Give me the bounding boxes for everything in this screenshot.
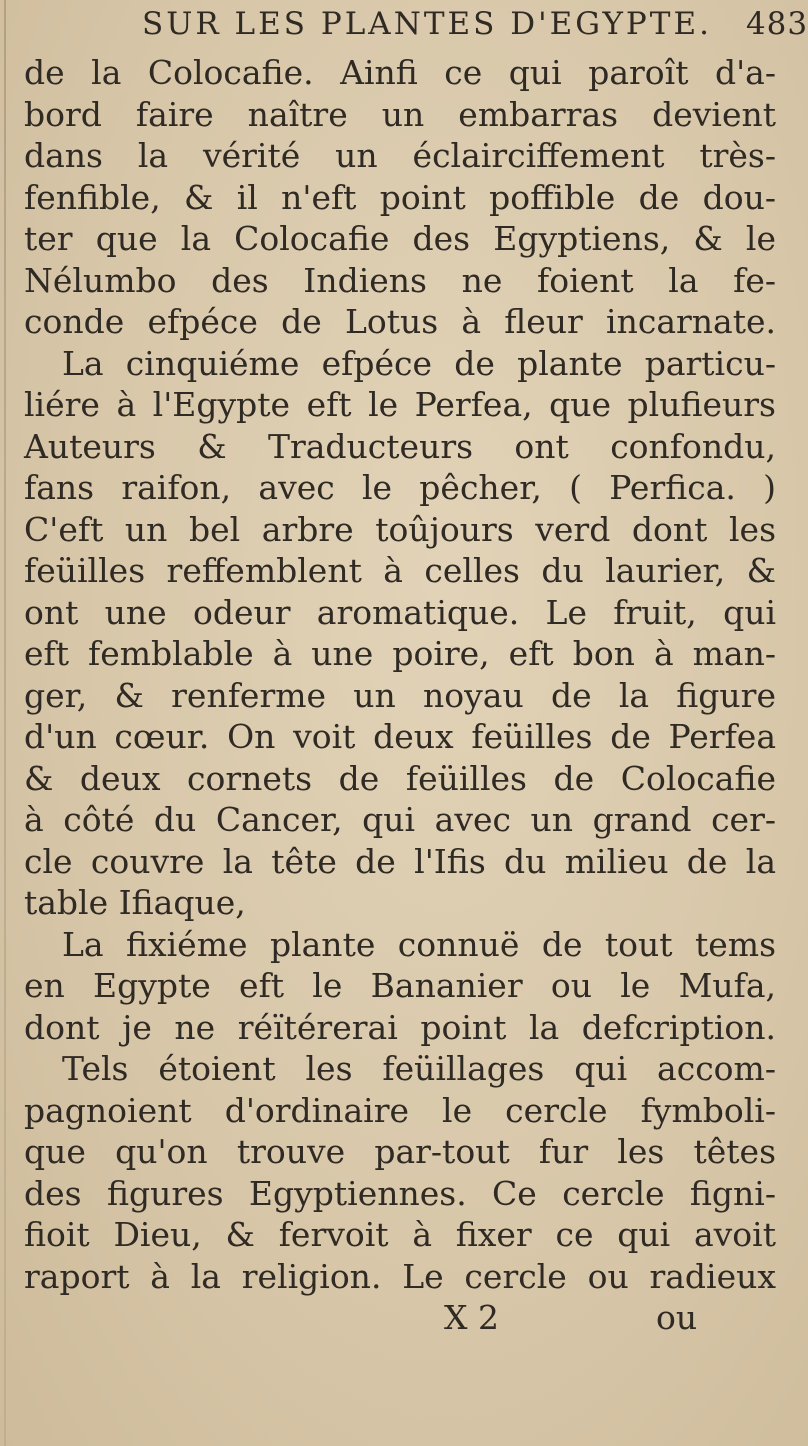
signature-mark: X 2 <box>444 1298 499 1337</box>
text-line: ter que la Colocafie des Egyptiens, & le <box>24 219 776 258</box>
text-line: ont une odeur aromatique. Le fruit, qui <box>24 592 776 632</box>
text-line: que qu'on trouve par-tout fur les têtes <box>24 1132 776 1171</box>
page-number: 483 <box>745 6 808 42</box>
text-line: La fixiéme plante connuë de tout tems <box>62 924 776 964</box>
text-line: & deux cornets de feüilles de Colocafie <box>24 758 776 798</box>
book-page <box>24 0 808 1446</box>
text-line: des figures Egyptiennes. Ce cercle figni- <box>24 1173 776 1213</box>
catchword: ou <box>656 1298 698 1337</box>
text-line: La cinquiéme efpéce de plante particu- <box>62 343 776 383</box>
text-line: à côté du Cancer, qui avec un grand cer- <box>24 800 776 839</box>
page-gutter-edge <box>4 0 6 1446</box>
text-line: C'eft un bel arbre toûjours verd dont les <box>24 509 776 549</box>
text-line: Auteurs & Traducteurs ont confondu, <box>24 426 776 466</box>
text-line: fenfible, & il n'eft point poffible de dou- <box>24 177 776 217</box>
text-line: ger, & renferme un noyau de la figure <box>24 675 776 715</box>
text-line: pagnoient d'ordinaire le cercle fymboli- <box>24 1090 776 1130</box>
text-line: dans la vérité un éclairciffement très- <box>24 136 776 175</box>
text-line: fans raifon, avec le pêcher, ( Perfica. ) <box>24 468 776 507</box>
footer-line <box>24 1297 776 1339</box>
text-line: raport à la religion. Le cercle ou radieux <box>24 1256 776 1296</box>
text-line: de la Colocafie. Ainfi ce qui paroît d'a- <box>24 53 776 92</box>
text-line: table Ifiaque, <box>24 883 246 922</box>
text-line: dont je ne réïtérerai point la defcription. <box>24 1007 776 1047</box>
body-text <box>24 52 776 1339</box>
text-line: fioit Dieu, & fervoit à fixer ce qui avoit <box>24 1215 776 1254</box>
text-line: en Egypte eft le Bananier ou le Mufa, <box>24 966 776 1005</box>
text-line: eft femblable à une poire, eft bon à man- <box>24 634 776 673</box>
text-line: bord faire naître un embarras devient <box>24 94 776 134</box>
running-title: SUR LES PLANTES D'EGYPTE. <box>142 6 712 42</box>
running-head <box>142 6 808 42</box>
text-line: cle couvre la tête de l'Ifis du milieu de la <box>24 841 776 881</box>
text-line: d'un cœur. On voit deux feüilles de Perfea <box>24 717 776 756</box>
text-line: conde efpéce de Lotus à fleur incarnate. <box>24 302 776 341</box>
text-line: feüilles reffemblent à celles du laurier, & <box>24 551 776 590</box>
text-line: Nélumbo des Indiens ne foient la fe- <box>24 260 776 300</box>
text-line: liére à l'Egypte eft le Perfea, que plufieurs <box>24 385 776 424</box>
text-line: Tels étoient les feüillages qui accom- <box>62 1049 776 1088</box>
